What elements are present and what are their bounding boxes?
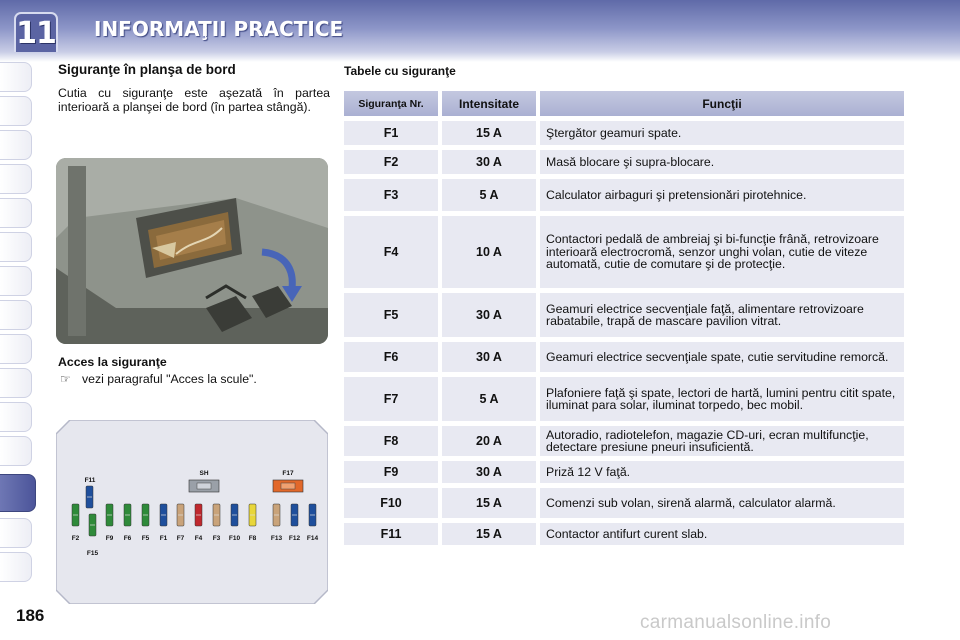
fuse-number-cell: F6: [344, 342, 438, 372]
header-intensity: Intensitate: [438, 91, 536, 116]
fuse-number-cell: F3: [344, 179, 438, 211]
fuse-label-sh: SH: [199, 470, 209, 477]
fuse-label-f7: F7: [176, 535, 185, 542]
dashboard-fusebox-photo: [56, 158, 328, 344]
chapter-index-tab[interactable]: [0, 300, 32, 330]
intensity-cell: 30 A: [438, 293, 536, 337]
fuse-number-cell: F9: [344, 461, 438, 483]
fuse-label-f3: F3: [212, 535, 221, 542]
table-row: [344, 216, 904, 288]
table-row: [344, 377, 904, 421]
chapter-index-tab[interactable]: [0, 436, 32, 466]
fuse-label-f5: F5: [141, 535, 150, 542]
function-cell: Masă blocare şi supra-blocare.: [536, 150, 904, 174]
fuse-number-cell: F2: [344, 150, 438, 174]
section-title: Siguranţe în planşa de bord: [58, 62, 236, 77]
chapter-index-tab[interactable]: [0, 164, 32, 194]
table-row: [344, 121, 904, 145]
intensity-cell: 5 A: [438, 377, 536, 421]
fuse-label-f1: F1: [159, 535, 168, 542]
intensity-cell: 30 A: [438, 342, 536, 372]
fuse-table: [344, 86, 904, 550]
chapter-index-tab[interactable]: [0, 198, 32, 228]
fuse-number-cell: F1: [344, 121, 438, 145]
function-cell: Priză 12 V faţă.: [536, 461, 904, 483]
function-cell: Contactori pedală de ambreiaj şi bi-funcţie frână, retrovizoare interioară electrocromă, senzor unghi volan, cutie de viteze automată, cutie de comutare şi de protecţie.: [536, 216, 904, 288]
fuse-label-f14: F14: [306, 535, 319, 542]
page-number: 186: [16, 606, 45, 625]
fuse-number-cell: F7: [344, 377, 438, 421]
table-row: [344, 461, 904, 483]
chapter-index-tab[interactable]: [0, 368, 32, 398]
intensity-cell: 30 A: [438, 150, 536, 174]
fuse-label-f9: F9: [105, 535, 114, 542]
fuse-number-cell: F10: [344, 488, 438, 518]
intensity-cell: 10 A: [438, 216, 536, 288]
intensity-cell: 15 A: [438, 488, 536, 518]
table-row: [344, 342, 904, 372]
pointing-hand-icon: ☞: [60, 372, 71, 386]
header-fuse-number: Siguranţa Nr.: [344, 91, 438, 116]
access-title: Acces la siguranţe: [58, 355, 167, 369]
header-functions: Funcţii: [536, 91, 904, 116]
fuse-number-cell: F5: [344, 293, 438, 337]
page-title: INFORMAŢII PRACTICE: [94, 17, 344, 41]
access-note-text: vezi paragraful "Acces la scule".: [82, 372, 257, 386]
chapter-index-tab[interactable]: [0, 552, 32, 582]
fuse-number-cell: F4: [344, 216, 438, 288]
fuse-label-f2: F2: [71, 535, 80, 542]
table-row: [344, 179, 904, 211]
fuse-label-f11: F11: [84, 477, 96, 484]
fuse-label-f15: F15: [86, 550, 99, 557]
function-cell: Comenzi sub volan, sirenă alarmă, calculator alarmă.: [536, 488, 904, 518]
intensity-cell: 20 A: [438, 426, 536, 456]
chapter-index-tab[interactable]: [0, 518, 32, 548]
intensity-cell: 15 A: [438, 121, 536, 145]
table-title: Tabele cu siguranţe: [344, 64, 456, 78]
chapter-number: 11: [16, 15, 56, 51]
intensity-cell: 30 A: [438, 461, 536, 483]
chapter-index-tab[interactable]: [0, 130, 32, 160]
watermark: carmanualsonline.info: [640, 612, 832, 633]
fuse-label-f10: F10: [228, 535, 241, 542]
fuse-label-f8: F8: [248, 535, 257, 542]
fuse-number-cell: F8: [344, 426, 438, 456]
function-cell: Calculator airbaguri şi pretensionări pirotehnice.: [536, 179, 904, 211]
fuse-label-f4: F4: [194, 535, 203, 542]
chapter-index-tab[interactable]: [0, 402, 32, 432]
chapter-index-tab[interactable]: [0, 62, 32, 92]
chapter-index-tab-active[interactable]: [0, 474, 36, 512]
intro-paragraph: Cutia cu siguranţe este aşezată în partea interioară a planşei de bord (în partea stângă).: [58, 86, 330, 114]
table-row: [344, 523, 904, 545]
function-cell: Autoradio, radiotelefon, magazie CD-uri, ecran multifuncţie, detectare presiune pneuri insuficientă.: [536, 426, 904, 456]
fuse-label-f13: F13: [270, 535, 283, 542]
function-cell: Geamuri electrice secvenţiale spate, cutie servitudine remorcă.: [536, 342, 904, 372]
chapter-index-tab[interactable]: [0, 96, 32, 126]
function-cell: Geamuri electrice secvenţiale faţă, alimentare retrovizoare rabatabile, trapă de mascare pavilion vitrat.: [536, 293, 904, 337]
fusebox-diagram: [56, 420, 328, 604]
table-row: [344, 426, 904, 456]
chapter-index-tab[interactable]: [0, 232, 32, 262]
chapter-index-rail: [0, 62, 38, 582]
intensity-cell: 15 A: [438, 523, 536, 545]
chapter-tab[interactable]: [14, 12, 58, 52]
table-row: [344, 293, 904, 337]
function-cell: Ştergător geamuri spate.: [536, 121, 904, 145]
chapter-index-tab[interactable]: [0, 334, 32, 364]
table-row: [344, 488, 904, 518]
fuse-number-cell: F11: [344, 523, 438, 545]
access-note: [60, 372, 257, 386]
table-row: [344, 150, 904, 174]
table-header-row: [344, 91, 904, 116]
intensity-cell: 5 A: [438, 179, 536, 211]
chapter-index-tab[interactable]: [0, 266, 32, 296]
header-fade: [0, 52, 960, 62]
function-cell: Plafoniere faţă şi spate, lectori de hartă, lumini pentru citit spate, iluminat para solar, iluminat torpedo, bec mobil.: [536, 377, 904, 421]
fuse-label-f12: F12: [288, 535, 301, 542]
fuse-label-f6: F6: [123, 535, 132, 542]
fuse-label-f17: F17: [282, 470, 294, 477]
function-cell: Contactor antifurt curent slab.: [536, 523, 904, 545]
